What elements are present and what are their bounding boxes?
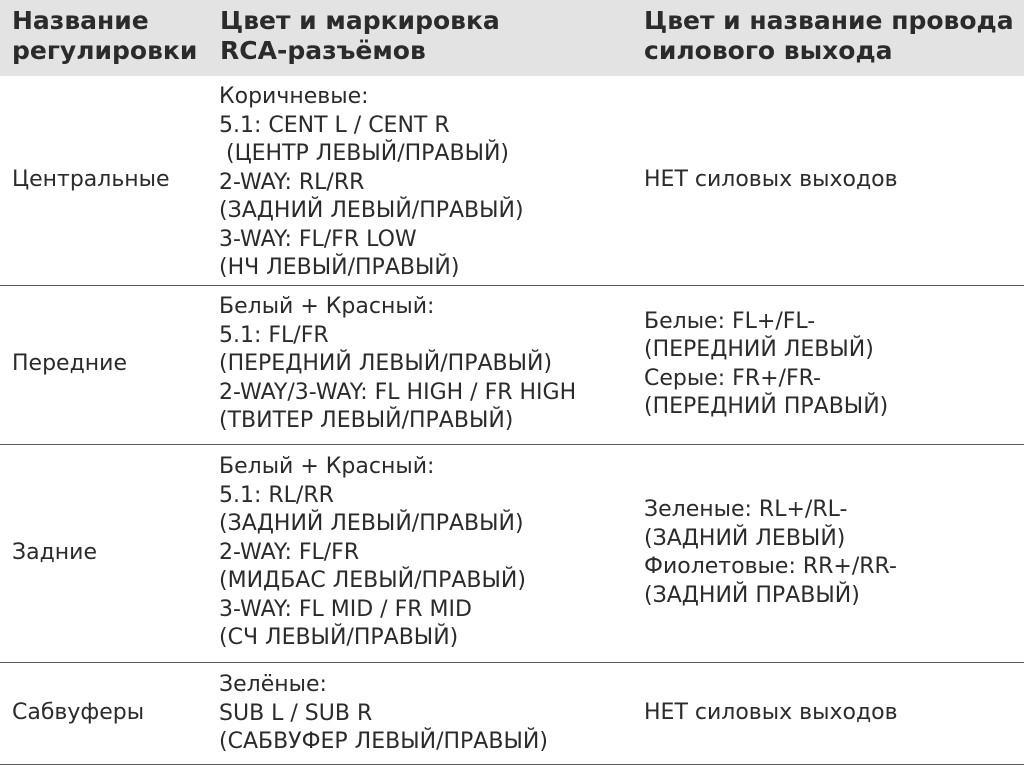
row-name — [12, 663, 144, 763]
rca-line: (САБВУФЕР ЛЕВЫЙ/ПРАВЫЙ) — [219, 729, 548, 754]
table-row — [0, 286, 1024, 445]
power-line: Белые: FL+/FL- — [644, 308, 816, 334]
row-name — [12, 76, 170, 284]
header-line: Цвет и название провода — [644, 6, 1014, 35]
row-name-text: Центральные — [12, 166, 170, 192]
rca-line: Зелёные: — [219, 672, 327, 697]
power-line: Зеленые: RL+/RL- — [644, 497, 848, 522]
rca-line: (МИДБАС ЛЕВЫЙ/ПРАВЫЙ) — [219, 568, 526, 593]
table-header — [0, 0, 1024, 76]
rca-line: (ЦЕНТР ЛЕВЫЙ/ПРАВЫЙ) — [219, 141, 510, 166]
header-adjustment-name — [12, 6, 197, 66]
row-name-text: Задние — [12, 539, 98, 565]
rca-line: Белый + Красный: — [219, 294, 435, 319]
table-row — [0, 663, 1024, 765]
rca-line: (ЗАДНИЙ ЛЕВЫЙ/ПРАВЫЙ) — [219, 198, 524, 223]
rca-line: 3-WAY: FL/FR LOW — [219, 226, 417, 252]
rca-line: (СЧ ЛЕВЫЙ/ПРАВЫЙ) — [219, 625, 459, 650]
power-line: (ПЕРЕДНИЙ ЛЕВЫЙ) — [644, 337, 874, 362]
power-line: (ПЕРЕДНИЙ ПРАВЫЙ) — [644, 394, 889, 419]
rca-line: Белый + Красный: — [219, 454, 435, 479]
header-line: регулировки — [12, 36, 198, 65]
header-line: силового выхода — [644, 36, 893, 65]
rca-line: Коричневые: — [219, 84, 369, 109]
rca-line: SUB L / SUB R — [219, 700, 373, 726]
rca-line: 5.1: CENT L / CENT R — [219, 112, 450, 138]
rca-line: 5.1: RL/RR — [219, 482, 334, 508]
table-row — [0, 445, 1024, 663]
header-power-output — [644, 6, 1014, 66]
header-line: Цвет и маркировка — [220, 6, 500, 35]
rca-line: 2-WAY/3-WAY: FL HIGH / FR HIGH — [219, 379, 577, 405]
power-line: НЕТ силовых выходов — [644, 699, 898, 725]
row-name — [12, 286, 127, 443]
power-cell — [644, 445, 897, 661]
header-rca-color — [220, 6, 500, 66]
power-line: Фиолетовые: RR+/RR- — [644, 554, 897, 579]
table-row — [0, 76, 1024, 286]
rca-line: 5.1: FL/FR — [219, 322, 329, 348]
power-line: Серые: FR+/FR- — [644, 365, 821, 391]
header-line: Название — [12, 6, 149, 35]
power-line: (ЗАДНИЙ ЛЕВЫЙ) — [644, 525, 846, 551]
power-cell — [644, 286, 888, 443]
rca-line: 3-WAY: FL MID / FR MID — [219, 596, 472, 622]
rca-cell — [219, 83, 524, 283]
power-cell — [644, 76, 898, 284]
rca-line: (НЧ ЛЕВЫЙ/ПРАВЫЙ) — [219, 255, 460, 280]
rca-cell — [219, 671, 548, 757]
power-cell — [644, 663, 898, 763]
rca-line: 2-WAY: RL/RR — [219, 169, 365, 195]
row-name-text: Сабвуферы — [12, 699, 145, 725]
power-line: (ЗАДНИЙ ПРАВЫЙ) — [644, 582, 860, 608]
rca-line: (ТВИТЕР ЛЕВЫЙ/ПРАВЫЙ) — [219, 408, 514, 433]
rca-line: (ПЕРЕДНИЙ ЛЕВЫЙ/ПРАВЫЙ) — [219, 351, 553, 376]
rca-cell — [219, 293, 576, 436]
row-name-text: Передние — [12, 351, 128, 377]
rca-cell — [219, 453, 526, 653]
row-name — [12, 445, 97, 661]
power-line: НЕТ силовых выходов — [644, 166, 898, 192]
rca-line: (ЗАДНИЙ ЛЕВЫЙ/ПРАВЫЙ) — [219, 511, 524, 536]
rca-line: 2-WAY: FL/FR — [219, 539, 360, 565]
header-line: RCA-разъёмов — [220, 36, 426, 65]
